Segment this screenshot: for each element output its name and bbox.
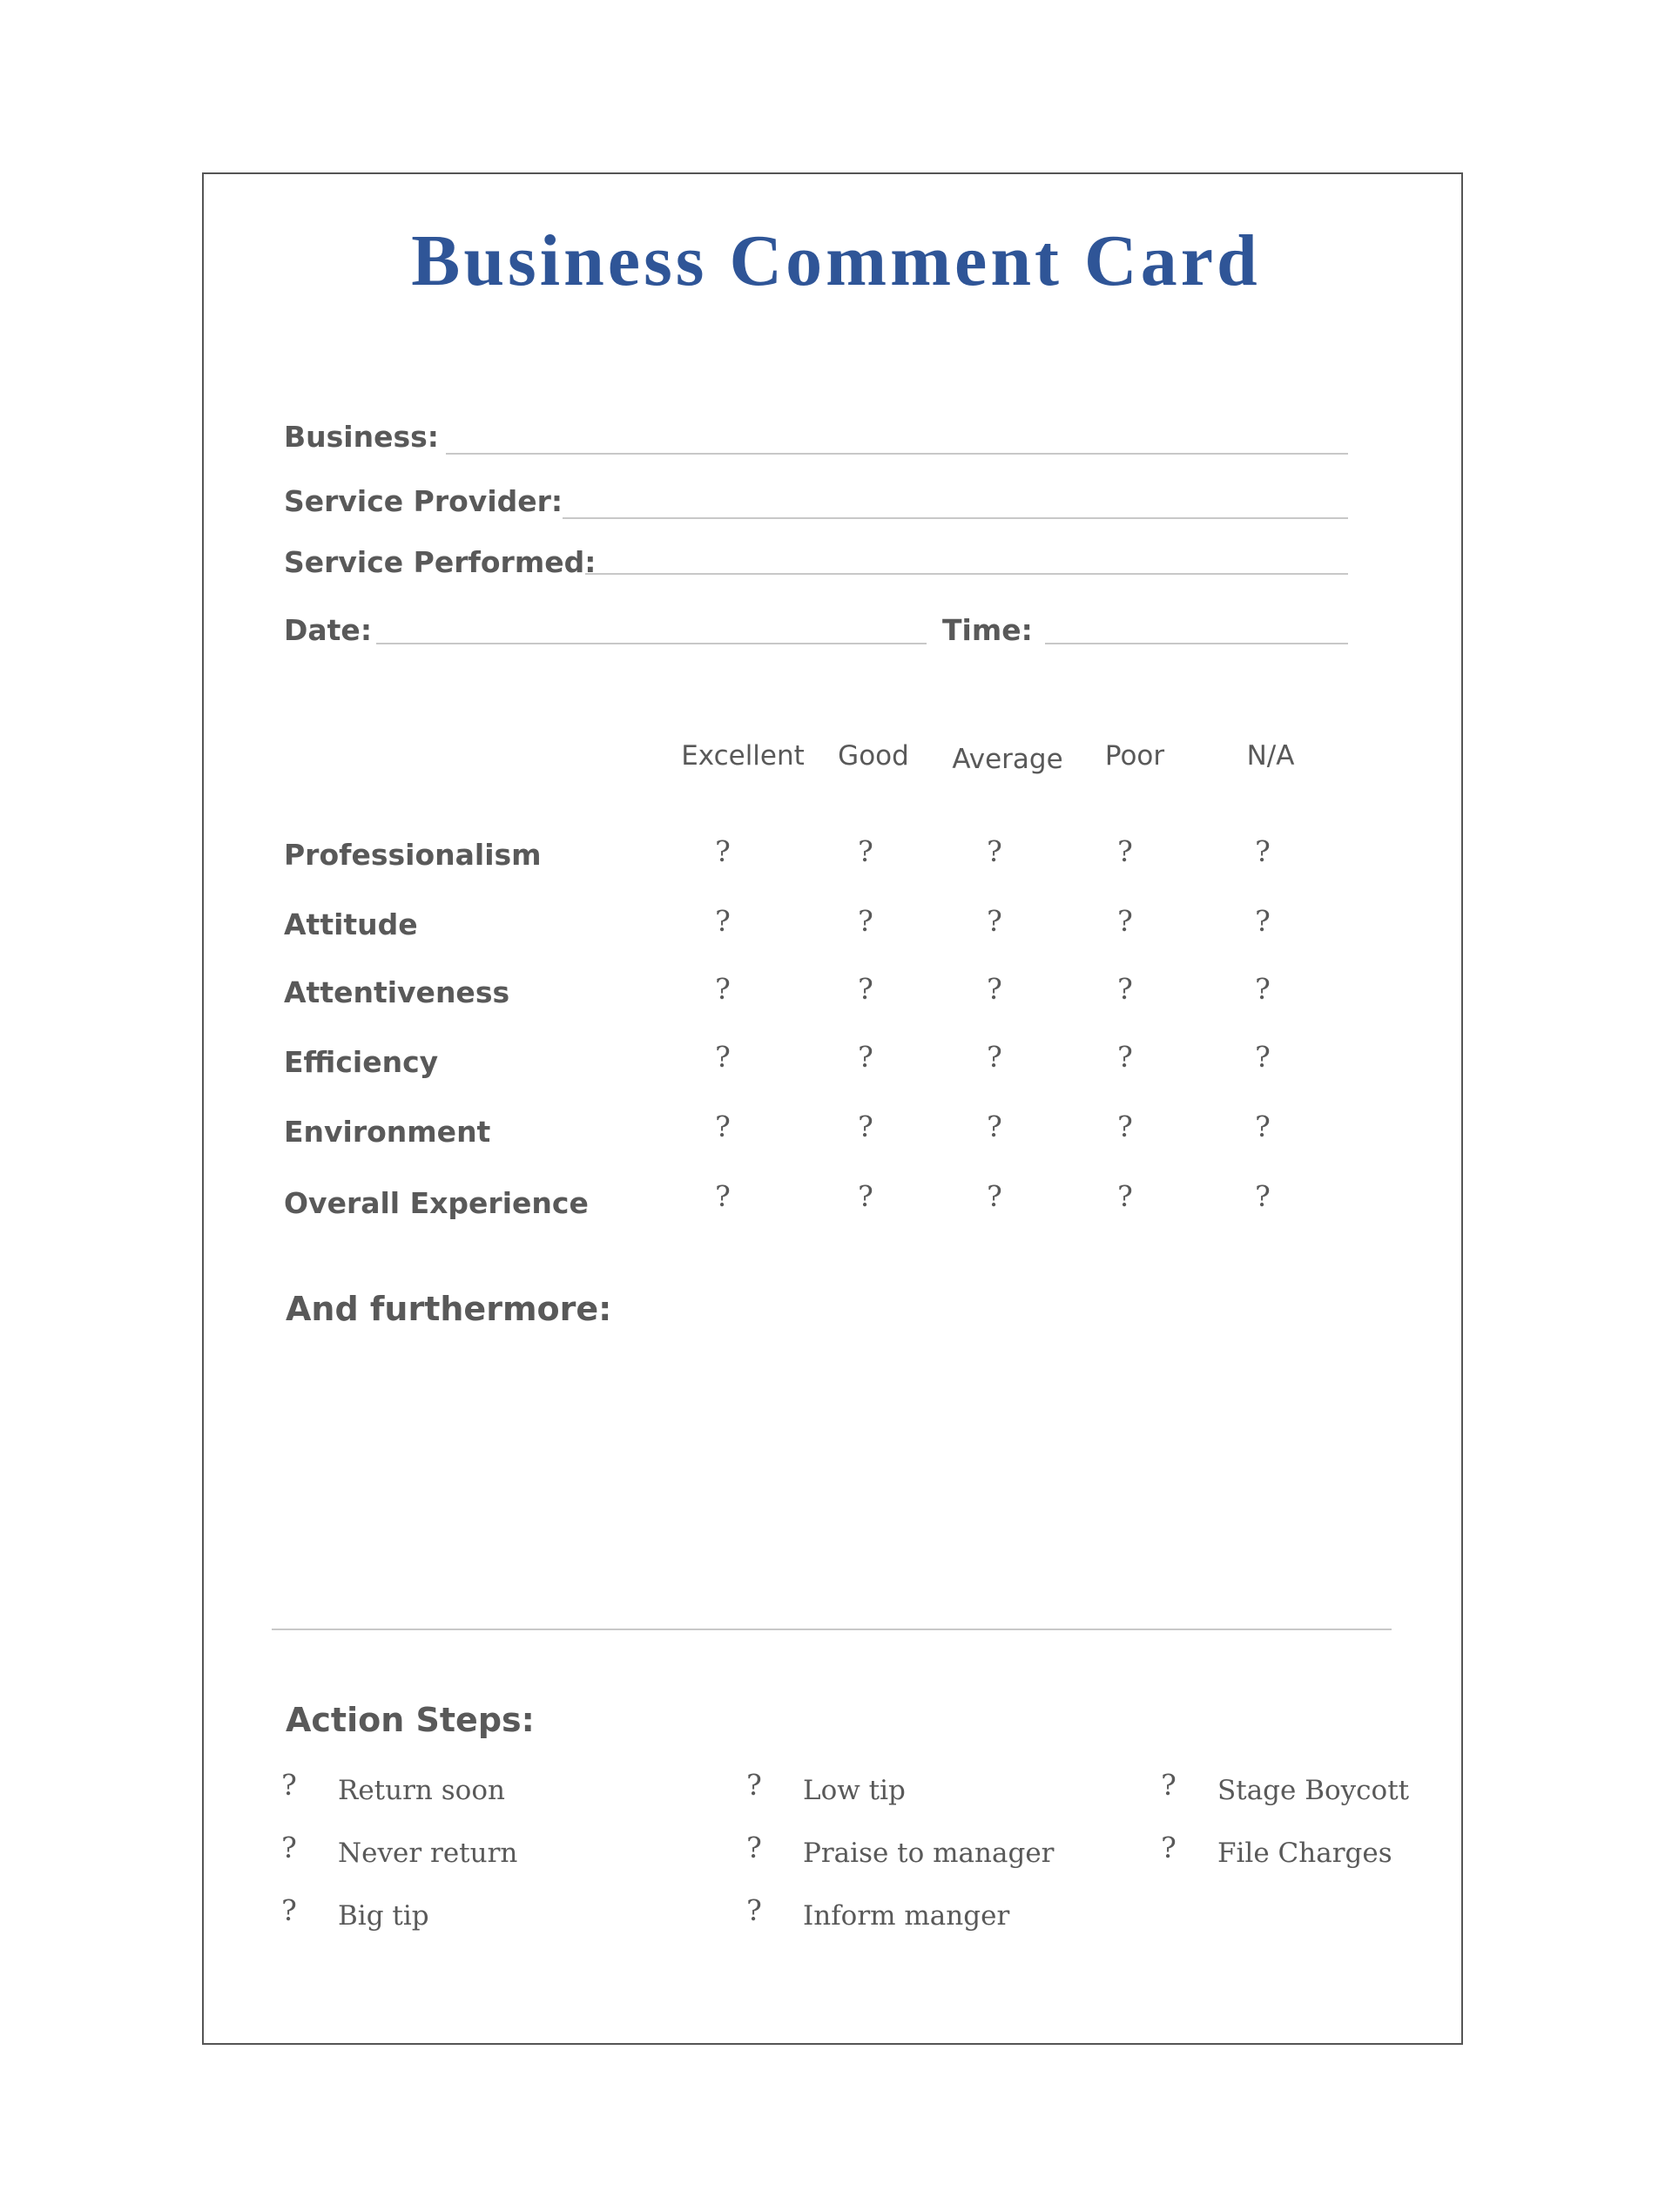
rating-attitude-average[interactable]: ? [987, 904, 1002, 938]
date-label: Date: [284, 613, 373, 647]
service-provider-label: Service Provider: [284, 484, 563, 518]
date-field[interactable] [376, 643, 927, 644]
time-field[interactable] [1045, 643, 1348, 644]
rating-professionalism-na[interactable]: ? [1255, 834, 1271, 868]
rating-professionalism-poor[interactable]: ? [1117, 834, 1133, 868]
rating-attentiveness-good[interactable]: ? [858, 972, 873, 1006]
action-big-tip: Big tip [338, 1900, 429, 1932]
rating-efficiency-poor[interactable]: ? [1117, 1040, 1133, 1074]
action-file-charges: File Charges [1217, 1838, 1392, 1869]
checkbox-praise-to-manager[interactable]: ? [746, 1831, 762, 1865]
rating-environment-good[interactable]: ? [858, 1109, 873, 1143]
rating-environment-excellent[interactable]: ? [715, 1109, 731, 1143]
rating-attitude-excellent[interactable]: ? [715, 904, 731, 938]
rating-attentiveness-excellent[interactable]: ? [715, 972, 731, 1006]
rating-environment-poor[interactable]: ? [1117, 1109, 1133, 1143]
col-excellent: Excellent [681, 740, 805, 772]
comments-line[interactable] [272, 1629, 1392, 1630]
rating-efficiency-good[interactable]: ? [858, 1040, 873, 1074]
business-field[interactable] [446, 453, 1348, 455]
rating-environment-na[interactable]: ? [1255, 1109, 1271, 1143]
row-label-attitude: Attitude [284, 907, 418, 941]
rating-overall-experience-na[interactable]: ? [1255, 1179, 1271, 1213]
action-return-soon: Return soon [338, 1775, 505, 1806]
rating-overall-experience-average[interactable]: ? [987, 1179, 1002, 1213]
rating-efficiency-na[interactable]: ? [1255, 1040, 1271, 1074]
checkbox-never-return[interactable]: ? [281, 1831, 297, 1865]
checkbox-return-soon[interactable]: ? [281, 1768, 297, 1802]
rating-overall-experience-poor[interactable]: ? [1117, 1179, 1133, 1213]
rating-overall-experience-excellent[interactable]: ? [715, 1179, 731, 1213]
action-inform-manger: Inform manger [803, 1900, 1010, 1932]
rating-attentiveness-average[interactable]: ? [987, 972, 1002, 1006]
checkbox-file-charges[interactable]: ? [1161, 1831, 1176, 1865]
action-low-tip: Low tip [803, 1775, 906, 1806]
row-label-environment: Environment [284, 1115, 491, 1149]
action-never-return: Never return [338, 1838, 518, 1869]
row-label-overall-experience: Overall Experience [284, 1186, 589, 1220]
row-label-professionalism: Professionalism [284, 838, 542, 872]
time-label: Time: [942, 613, 1033, 647]
col-good: Good [838, 740, 909, 772]
rating-attentiveness-poor[interactable]: ? [1117, 972, 1133, 1006]
service-performed-label: Service Performed: [284, 545, 597, 579]
action-praise-to-manager: Praise to manager [803, 1838, 1055, 1869]
rating-professionalism-excellent[interactable]: ? [715, 834, 731, 868]
row-label-attentiveness: Attentiveness [284, 975, 510, 1009]
checkbox-stage-boycott[interactable]: ? [1161, 1768, 1176, 1802]
service-performed-field[interactable] [585, 573, 1348, 575]
rating-efficiency-excellent[interactable]: ? [715, 1040, 731, 1074]
rating-attitude-good[interactable]: ? [858, 904, 873, 938]
service-provider-field[interactable] [563, 517, 1348, 519]
rating-professionalism-average[interactable]: ? [987, 834, 1002, 868]
checkbox-big-tip[interactable]: ? [281, 1893, 297, 1927]
card-title: Business Comment Card [411, 220, 1261, 301]
rating-overall-experience-good[interactable]: ? [858, 1179, 873, 1213]
checkbox-low-tip[interactable]: ? [746, 1768, 762, 1802]
col-na: N/A [1246, 740, 1295, 772]
action-steps-heading: Action Steps: [286, 1701, 535, 1739]
col-poor: Poor [1104, 740, 1165, 772]
rating-attitude-poor[interactable]: ? [1117, 904, 1133, 938]
rating-environment-average[interactable]: ? [987, 1109, 1002, 1143]
rating-professionalism-good[interactable]: ? [858, 834, 873, 868]
furthermore-heading: And furthermore: [286, 1290, 612, 1328]
col-average: Average [952, 744, 1063, 775]
rating-efficiency-average[interactable]: ? [987, 1040, 1002, 1074]
action-stage-boycott: Stage Boycott [1217, 1775, 1410, 1806]
row-label-efficiency: Efficiency [284, 1045, 439, 1079]
business-label: Business: [284, 420, 439, 454]
checkbox-inform-manger[interactable]: ? [746, 1893, 762, 1927]
rating-attitude-na[interactable]: ? [1255, 904, 1271, 938]
rating-attentiveness-na[interactable]: ? [1255, 972, 1271, 1006]
